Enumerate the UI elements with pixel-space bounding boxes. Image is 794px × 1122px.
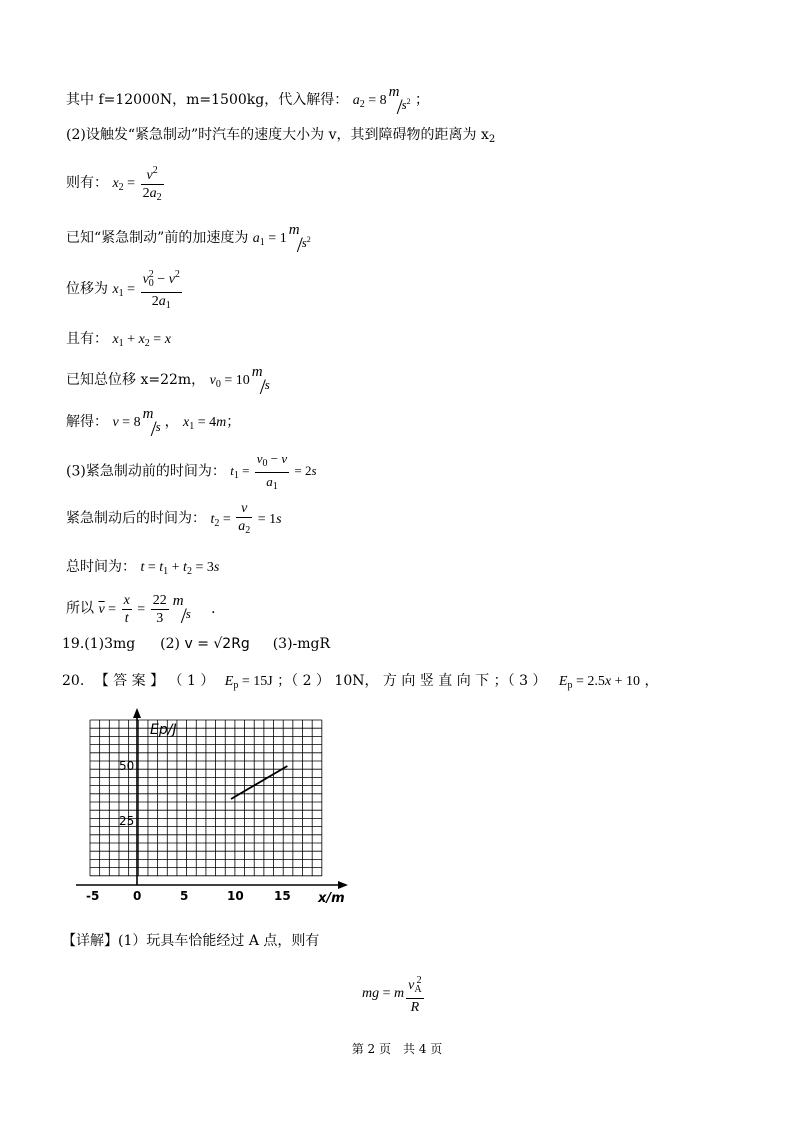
line-9: (3)紧急制动前的时间为： $t_1$ = $\frac{v_0 - v}{a_1}$ = 2s <box>66 451 317 492</box>
formula-ep3: $E_p = 2.5x + 10$ <box>558 674 640 691</box>
page-footer: 第 2 页 共 4 页 <box>351 1042 443 1056</box>
line-8: 解得： v = 8 m / s ， $x_1 = 4m$； <box>66 406 241 441</box>
line-12: 所以 $\overline{v}$ = $\frac{x}{t}$ = $\frac{22}{3}$ m / s ． <box>66 592 226 628</box>
x-tick-label: 15 <box>274 889 291 903</box>
x-axis-label: x/m <box>318 891 345 906</box>
formula-ep1: $E_p = 15J$ <box>224 674 273 691</box>
graph-ticks <box>86 759 291 903</box>
line-5: 位移为 $x_1$ = $\frac{v_0^2 - v^2}{2a_1}$ <box>66 266 184 314</box>
formula-v0: $v_0 = 10$ m / s <box>209 364 270 399</box>
formula-x1-result: $x_1 = 4m$ <box>183 415 227 432</box>
x-axis-arrow <box>338 881 348 889</box>
line-6: 且有： $x_1 + x_2 = x$ <box>66 331 171 349</box>
formula-x2: $x_2$ = $\frac{v^2}{2a_2}$ <box>112 176 165 191</box>
graph-grid <box>90 720 322 876</box>
formula-x1: $x_1$ = $\frac{v_0^2 - v^2}{2a_1}$ <box>112 282 183 297</box>
formula-t2: $t_2$ = $\frac{v}{a_2}$ = 1s <box>210 501 282 536</box>
line-4: 已知“紧急制动”前的加速度为 $a_1 = 1$ m / $s^2$ <box>66 222 311 257</box>
formula-t: $t = t_1 + t_2 = 3s$ <box>140 560 220 577</box>
y-axis-label: Ep/J <box>150 722 177 738</box>
x-tick-label: 0 <box>133 889 142 903</box>
graph-axes <box>76 708 348 889</box>
y-tick-label: 50 <box>119 759 135 773</box>
formula-a2: $a_2 = 8$ m / $s^2$ <box>352 84 411 119</box>
line-3: 则有： $x_2$ = $\frac{v^2}{2a_2}$ <box>66 162 166 206</box>
line-11: 总时间为： $t = t_1 + t_2 = 3s$ <box>66 559 220 577</box>
detail-line: 【详解】(1）玩具车恰能经过 A 点，则有 <box>62 933 320 949</box>
formula-a1: $a_1 = 1$ m / $s^2$ <box>252 222 311 257</box>
line-2: (2)设触发“紧急制动”时汽车的速度大小为 v，其到障碍物的距离为 $x_2$ <box>66 127 496 145</box>
formula-mg: mg = m $\frac{v_A^2}{R}$ <box>362 972 426 1016</box>
line-10: 紧急制动后的时间为： $t_2$ = $\frac{v}{a_2}$ = 1s <box>66 501 282 536</box>
line-7: 已知总位移 x=22m， $v_0 = 10$ m / s <box>66 366 274 390</box>
formula-q19-v: v = √2Rg <box>184 636 250 652</box>
formula-sum: $x_1 + x_2 = x$ <box>112 332 171 349</box>
y-axis-arrow <box>133 708 141 718</box>
formula-t1: $t_1$ = $\frac{v_0 - v}{a_1}$ = 2s <box>230 451 317 492</box>
formula-v: v = 8 m / s <box>112 406 161 441</box>
x-tick-label: 10 <box>227 889 244 903</box>
q20-line: 20. 【 答 案 】 （ 1 ） $E_p = 15J$ ；（ 2 ） 10N， 方 向 竖 直 向 下 ；（ 3 ） $E_p = 2.5x + 10$ ， <box>62 673 659 691</box>
x-tick-label: 5 <box>180 889 189 903</box>
q19-line: 19.(1)3mg (2) v = √2Rg (3)-mgR <box>62 636 331 652</box>
y-tick-label: 25 <box>119 814 135 828</box>
line-1: 其中 f=12000N，m=1500kg，代入解得： $a_2 = 8$ m / $s^2$ ； <box>66 84 430 119</box>
formula-vavg: $\overline{v}$ = $\frac{x}{t}$ = $\frac{22}{3}$ m / s <box>98 592 191 628</box>
energy-graph <box>70 706 360 916</box>
x-tick-label: -5 <box>86 889 100 903</box>
